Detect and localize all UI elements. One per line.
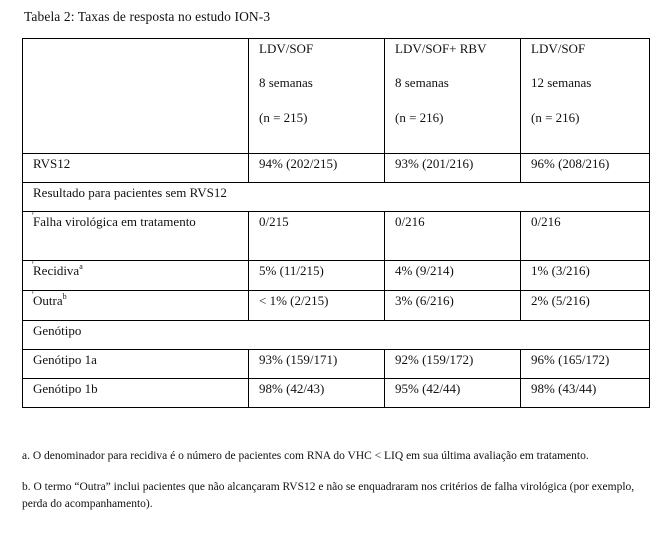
cell-value: 0/216	[385, 212, 521, 261]
cell-value: 0/216	[521, 212, 650, 261]
cell-value: 96% (165/172)	[521, 350, 650, 379]
header-col-2-n: (n = 216)	[395, 110, 444, 125]
cell-value: 2% (5/216)	[521, 291, 650, 321]
header-col-3-n: (n = 216)	[531, 110, 580, 125]
cell-value: 3% (6/216)	[385, 291, 521, 321]
header-col-2-name: LDV/SOF+ RBV	[395, 41, 487, 56]
cell-value: 96% (208/216)	[521, 154, 650, 183]
footnote-b: b. O termo “Outra” inclui pacientes que não alcançaram RVS12 e não se enquadraram nos critérios de falha virológica (por exemplo, perda do acompanhamento).	[22, 481, 635, 510]
cell-value: < 1% (2/215)	[249, 291, 385, 321]
section-row-results	[23, 183, 650, 212]
row-label: Genótipo 1a	[23, 350, 249, 379]
header-empty-cell	[23, 39, 249, 154]
table-row-falha	[23, 212, 650, 261]
header-col-1-duration: 8 semanas	[259, 75, 313, 90]
table-row-rvs12	[23, 154, 650, 183]
header-row	[23, 39, 650, 154]
header-col-3	[521, 39, 650, 154]
row-label: RVS12	[23, 154, 249, 183]
footnote-a: a. O denominador para recidiva é o número de pacientes com RNA do VHC < LIQ em sua última avaliação em tratamento.	[22, 450, 589, 462]
cell-value: 92% (159/172)	[385, 350, 521, 379]
cell-value: 98% (42/43)	[249, 379, 385, 408]
row-label-text: Recidiva	[33, 263, 80, 278]
section-label: Genótipo	[23, 321, 650, 350]
row-label-text: Falha virológica em tratamento	[33, 214, 196, 229]
tick-mark: '	[32, 211, 34, 221]
response-rates-table	[22, 38, 650, 408]
footnote-marker-a: a	[79, 261, 83, 271]
cell-value: 1% (3/216)	[521, 261, 650, 291]
footnotes	[22, 448, 642, 513]
tick-mark: '	[32, 290, 34, 300]
header-col-3-duration: 12 semanas	[531, 75, 592, 90]
header-col-1-name: LDV/SOF	[259, 41, 314, 56]
header-col-2	[385, 39, 521, 154]
header-col-3-name: LDV/SOF	[531, 41, 586, 56]
cell-value: 5% (11/215)	[249, 261, 385, 291]
row-label-text: Outra	[33, 293, 63, 308]
cell-value: 95% (42/44)	[385, 379, 521, 408]
tick-mark: '	[32, 260, 34, 270]
cell-value: 93% (201/216)	[385, 154, 521, 183]
header-col-1	[249, 39, 385, 154]
cell-value: 93% (159/171)	[249, 350, 385, 379]
cell-value: 94% (202/215)	[249, 154, 385, 183]
section-row-genotipo	[23, 321, 650, 350]
section-label: Resultado para pacientes sem RVS12	[23, 183, 650, 212]
row-label	[23, 291, 249, 321]
table-row-genotipo-1a	[23, 350, 650, 379]
header-col-1-n: (n = 215)	[259, 110, 308, 125]
table-row-outra	[23, 291, 650, 321]
header-col-2-duration: 8 semanas	[395, 75, 449, 90]
row-label	[23, 212, 249, 261]
row-label	[23, 261, 249, 291]
cell-value: 0/215	[249, 212, 385, 261]
table-caption: Tabela 2: Taxas de resposta no estudo ION-3	[24, 9, 271, 24]
cell-value: 4% (9/214)	[385, 261, 521, 291]
cell-value: 98% (43/44)	[521, 379, 650, 408]
table-row-genotipo-1b	[23, 379, 650, 408]
row-label: Genótipo 1b	[23, 379, 249, 408]
footnote-marker-b: b	[62, 291, 67, 301]
table-row-recidiva	[23, 261, 650, 291]
